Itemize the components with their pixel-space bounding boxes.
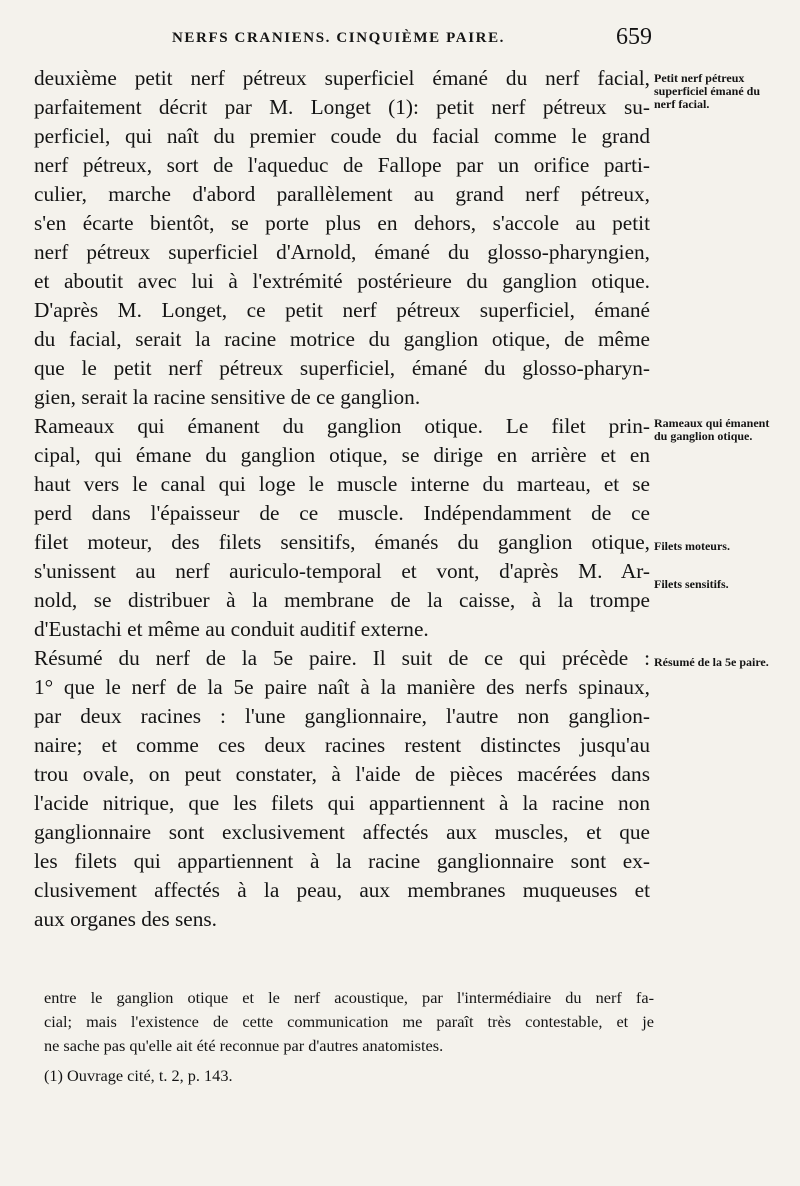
text-line: nerf pétreux superficiel d'Arnold, émané du glosso-pharyngien, [34, 240, 650, 264]
text-line: aux organes des sens. [34, 907, 217, 931]
text-line: haut vers le canal qui loge le muscle interne du marteau, et se [34, 472, 650, 496]
footnote-line: ne sache pas qu'elle ait été reconnue par d'autres anatomistes. [44, 1036, 444, 1055]
text-line: Résumé du nerf de la 5e paire. Il suit de ce qui précède : [34, 646, 650, 670]
text-line: Rameaux qui émanent du ganglion otique. Le filet prin- [34, 414, 650, 438]
page-header [32, 24, 652, 54]
margin-note: Résumé de la 5e paire. [654, 655, 769, 669]
text-line: d'Eustachi et même au conduit auditif externe. [34, 617, 429, 641]
text-line: et aboutit avec lui à l'extrémité postérieure du ganglion otique. [34, 269, 650, 293]
text-line: perd dans l'épaisseur de ce muscle. Indépendamment de ce [34, 501, 650, 525]
text-line: cipal, qui émane du ganglion otique, se dirige en arrière et en [34, 443, 650, 467]
text-line: nerf pétreux, sort de l'aqueduc de Fallope par un orifice parti- [34, 153, 650, 177]
text-line: que le petit nerf pétreux superficiel, émané du glosso-pharyn- [34, 356, 650, 380]
text-line: clusivement affectés à la peau, aux membranes muqueuses et [34, 878, 650, 902]
text-line: naire; et comme ces deux racines restent distinctes jusqu'au [34, 733, 650, 757]
margin-note: Filets moteurs. [654, 539, 730, 553]
text-line: l'acide nitrique, que les filets qui appartiennent à la racine non [34, 791, 650, 815]
text-line: deuxième petit nerf pétreux superficiel émané du nerf facial, [34, 66, 650, 90]
text-line: s'en écarte bientôt, se porte plus en dehors, s'accole au petit [34, 211, 650, 235]
page-number: 659 [616, 24, 652, 50]
footnotes [44, 986, 654, 1088]
text-line: D'après M. Longet, ce petit nerf pétreux superficiel, émané [34, 298, 650, 322]
main-text [34, 64, 650, 934]
text-line: par deux racines : l'une ganglionnaire, l'autre non ganglion- [34, 704, 650, 728]
margin-note: Filets sensitifs. [654, 577, 729, 591]
text-line: gien, serait la racine sensitive de ce ganglion. [34, 385, 421, 409]
text-line: les filets qui appartiennent à la racine ganglionnaire sont ex- [34, 849, 650, 873]
footnote-line: cial; mais l'existence de cette communication me paraît très contestable, et je [44, 1012, 654, 1031]
text-line: trou ovale, on peut constater, à l'aide de pièces macérées dans [34, 762, 650, 786]
footnote-line: entre le ganglion otique et le nerf acoustique, par l'intermédiaire du nerf fa- [44, 988, 654, 1007]
text-line: du facial, serait la racine motrice du ganglion otique, de même [34, 327, 650, 351]
text-line: culier, marche d'abord parallèlement au grand nerf pétreux, [34, 182, 650, 206]
text-line: ganglionnaire sont exclusivement affectés aux muscles, et que [34, 820, 650, 844]
text-line: 1° que le nerf de la 5e paire naît à la manière des nerfs spinaux, [34, 675, 650, 699]
margin-note: Rameaux qui émanent du ganglion otique. [654, 416, 770, 443]
text-line: parfaitement décrit par M. Longet (1): petit nerf pétreux su- [34, 95, 650, 119]
footnote-reference: (1) Ouvrage cité, t. 2, p. 143. [44, 1066, 233, 1085]
text-line: filet moteur, des filets sensitifs, émanés du ganglion otique, [34, 530, 650, 554]
margin-note: Petit nerf pétreux superficiel émané du nerf facial. [654, 71, 760, 111]
text-line: nold, se distribuer à la membrane de la caisse, à la trompe [34, 588, 650, 612]
running-head: NERFS CRANIENS. CINQUIÈME PAIRE. [172, 30, 506, 46]
text-line: perficiel, qui naît du premier coude du facial comme le grand [34, 124, 650, 148]
text-line: s'unissent au nerf auriculo-temporal et vont, d'après M. Ar- [34, 559, 650, 583]
